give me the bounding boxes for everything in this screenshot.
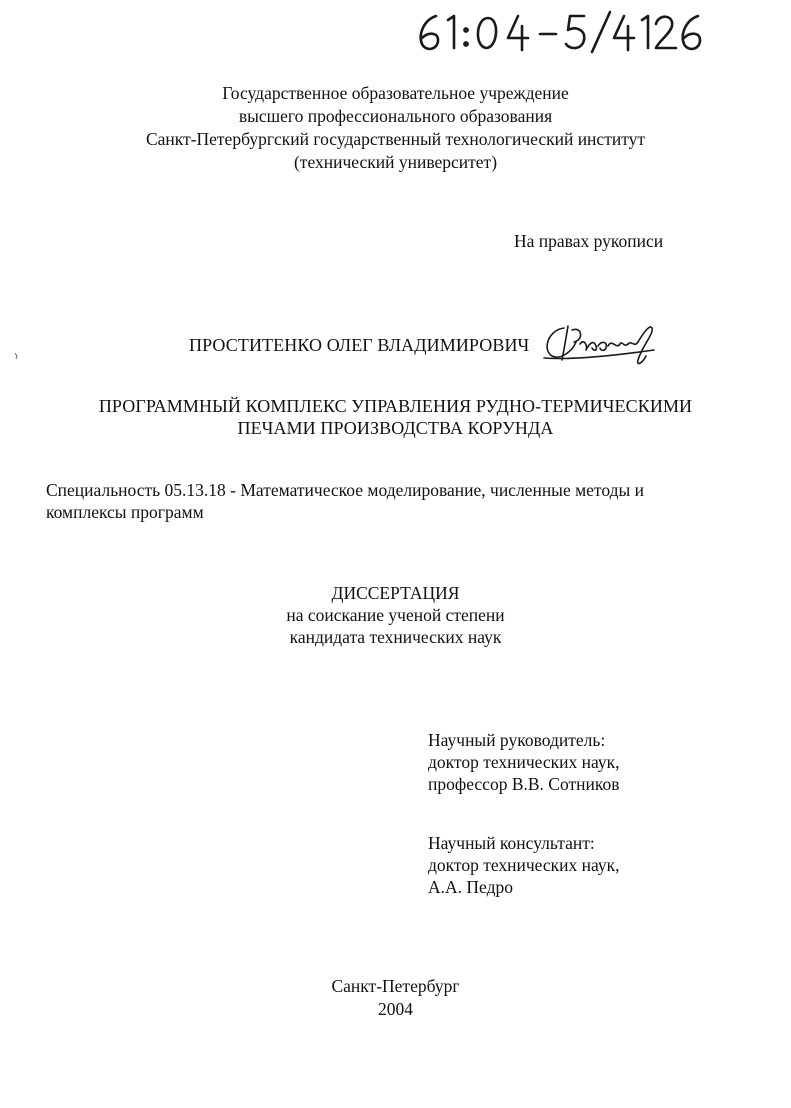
specialty-line-1: Специальность 05.13.18 - Математическое моделирование, численные методы и xyxy=(46,480,644,500)
institution-line-4: (технический университет) xyxy=(293,152,498,172)
title-line-2: ПЕЧАМИ ПРОИЗВОДСТВА КОРУНДА xyxy=(237,418,554,438)
city: Санкт-Петербург xyxy=(331,976,460,996)
year: 2004 xyxy=(378,999,413,1019)
consultant-role: Научный консультант: xyxy=(428,833,595,853)
work-type-line-2: на соискание ученой степени xyxy=(286,605,505,625)
title-line-1: ПРОГРАММНЫЙ КОМПЛЕКС УПРАВЛЕНИЯ РУДНО-ТЕРМИЧЕСКИМИ xyxy=(98,396,693,416)
supervisor-degree: доктор технических наук, xyxy=(428,752,620,772)
institution-line-2: высшего профессионального образования xyxy=(238,106,553,126)
rights-note: На правах рукописи xyxy=(514,231,664,251)
author-name: ПРОСТИТЕНКО ОЛЕГ ВЛАДИМИРОВИЧ xyxy=(189,335,530,355)
handwritten-archive-code xyxy=(406,6,706,54)
supervisor-role: Научный руководитель: xyxy=(428,730,606,750)
consultant-name: А.А. Педро xyxy=(428,877,513,897)
supervisor-name: профессор В.В. Сотников xyxy=(428,774,620,794)
specialty-line-2: комплексы программ xyxy=(46,502,204,522)
author-signature xyxy=(542,320,660,368)
institution-line-1: Государственное образовательное учреждение xyxy=(222,83,569,103)
institution-line-3: Санкт-Петербургский государственный технологический институт xyxy=(145,129,646,149)
work-type-heading: ДИССЕРТАЦИЯ xyxy=(331,583,460,603)
work-type-line-3: кандидата технических наук xyxy=(289,627,502,647)
scan-speck xyxy=(14,352,20,360)
consultant-degree: доктор технических наук, xyxy=(428,855,620,875)
